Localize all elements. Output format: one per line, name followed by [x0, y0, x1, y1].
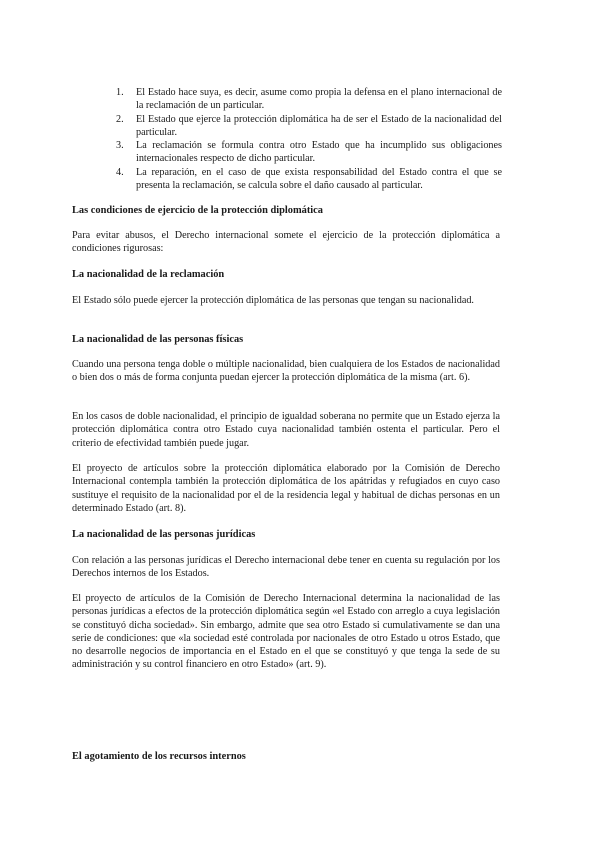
- paragraph-fisicas-3: El proyecto de artículos sobre la protección diplomática elaborado por la Comisión de Derecho Internacional contempla también la protección diplomática de los apátridas y refugiados en cuyo caso sustituye el requisito de la nacionalidad por el de la residencia legal y habitual de dichas personas en un determinado Estado (art. 8).: [72, 463, 500, 514]
- list-text: La reparación, en el caso de que exista responsabilidad del Estado contra el que se presenta la reclamación, se calcula sobre el daño causado al particular.: [136, 166, 502, 191]
- list-number: 3.: [116, 140, 124, 151]
- heading-personas-juridicas: La nacionalidad de las personas jurídicas: [72, 529, 256, 540]
- paragraph-fisicas-1: Cuando una persona tenga doble o múltiple nacionalidad, bien cualquiera de los Estados de nacionalidad o bien dos o más de forma conjunta puedan ejercer la protección diplomática de la misma (art. 6).: [72, 359, 500, 384]
- paragraph-juridicas-1: Con relación a las personas jurídicas el Derecho internacional debe tener en cuenta su regulación por los Derechos internos de los Estados.: [72, 555, 500, 580]
- list-item: [116, 166, 502, 192]
- list-text: La reclamación se formula contra otro Estado que ha incumplido sus obligaciones internacionales respecto de dicho particular.: [136, 140, 502, 164]
- list-text: El Estado hace suya, es decir, asume como propia la defensa en el plano internacional de la reclamación de un particular.: [136, 87, 502, 111]
- heading-condiciones: Las condiciones de ejercicio de la protección diplomática: [72, 205, 323, 216]
- list-number: 2.: [116, 113, 124, 125]
- list-number: 4.: [116, 166, 124, 178]
- heading-agotamiento: El agotamiento de los recursos internos: [72, 751, 246, 762]
- list-text: El Estado que ejerce la protección diplomática ha de ser el Estado de la nacionalidad del particular.: [136, 113, 502, 138]
- list-item: [116, 86, 502, 112]
- heading-nacionalidad-reclamacion: La nacionalidad de la reclamación: [72, 269, 225, 280]
- paragraph-juridicas-2: El proyecto de artículos de la Comisión de Derecho Internacional determina la nacionalidad de las personas jurídicas a efectos de la protección diplomática según «el Estado con arreglo a cuya legislación se constituyó dicha sociedad». Sin embargo, admite que sea otro Estado si cumulativamente se dan una serie de condiciones: que «la sociedad esté controlada por nacionales de otro Estado u otros Estado, que no desarrolle negocios de importancia en el Estado en el que se constituyó y que tenga la sede de su administración y su control financiero en otro Estado» (art. 9).: [72, 593, 500, 671]
- numbered-list: [116, 86, 502, 192]
- list-item: [116, 139, 502, 165]
- paragraph-condiciones: Para evitar abusos, el Derecho internacional somete el ejercicio de la protección diplomática a condiciones rigurosas:: [72, 230, 500, 255]
- list-number: 1.: [116, 87, 124, 98]
- paragraph-fisicas-2: En los casos de doble nacionalidad, el principio de igualdad soberana no permite que un Estado ejerza la protección diplomática contra otro Estado cuya nacionalidad también ostenta el particular. Pero el criterio de efectividad también puede jugar.: [72, 411, 500, 449]
- paragraph-nacionalidad-reclamacion: El Estado sólo puede ejercer la protección diplomática de las personas que tengan su nacionalidad.: [72, 295, 474, 306]
- list-item: [116, 113, 502, 139]
- heading-personas-fisicas: La nacionalidad de las personas físicas: [72, 334, 244, 345]
